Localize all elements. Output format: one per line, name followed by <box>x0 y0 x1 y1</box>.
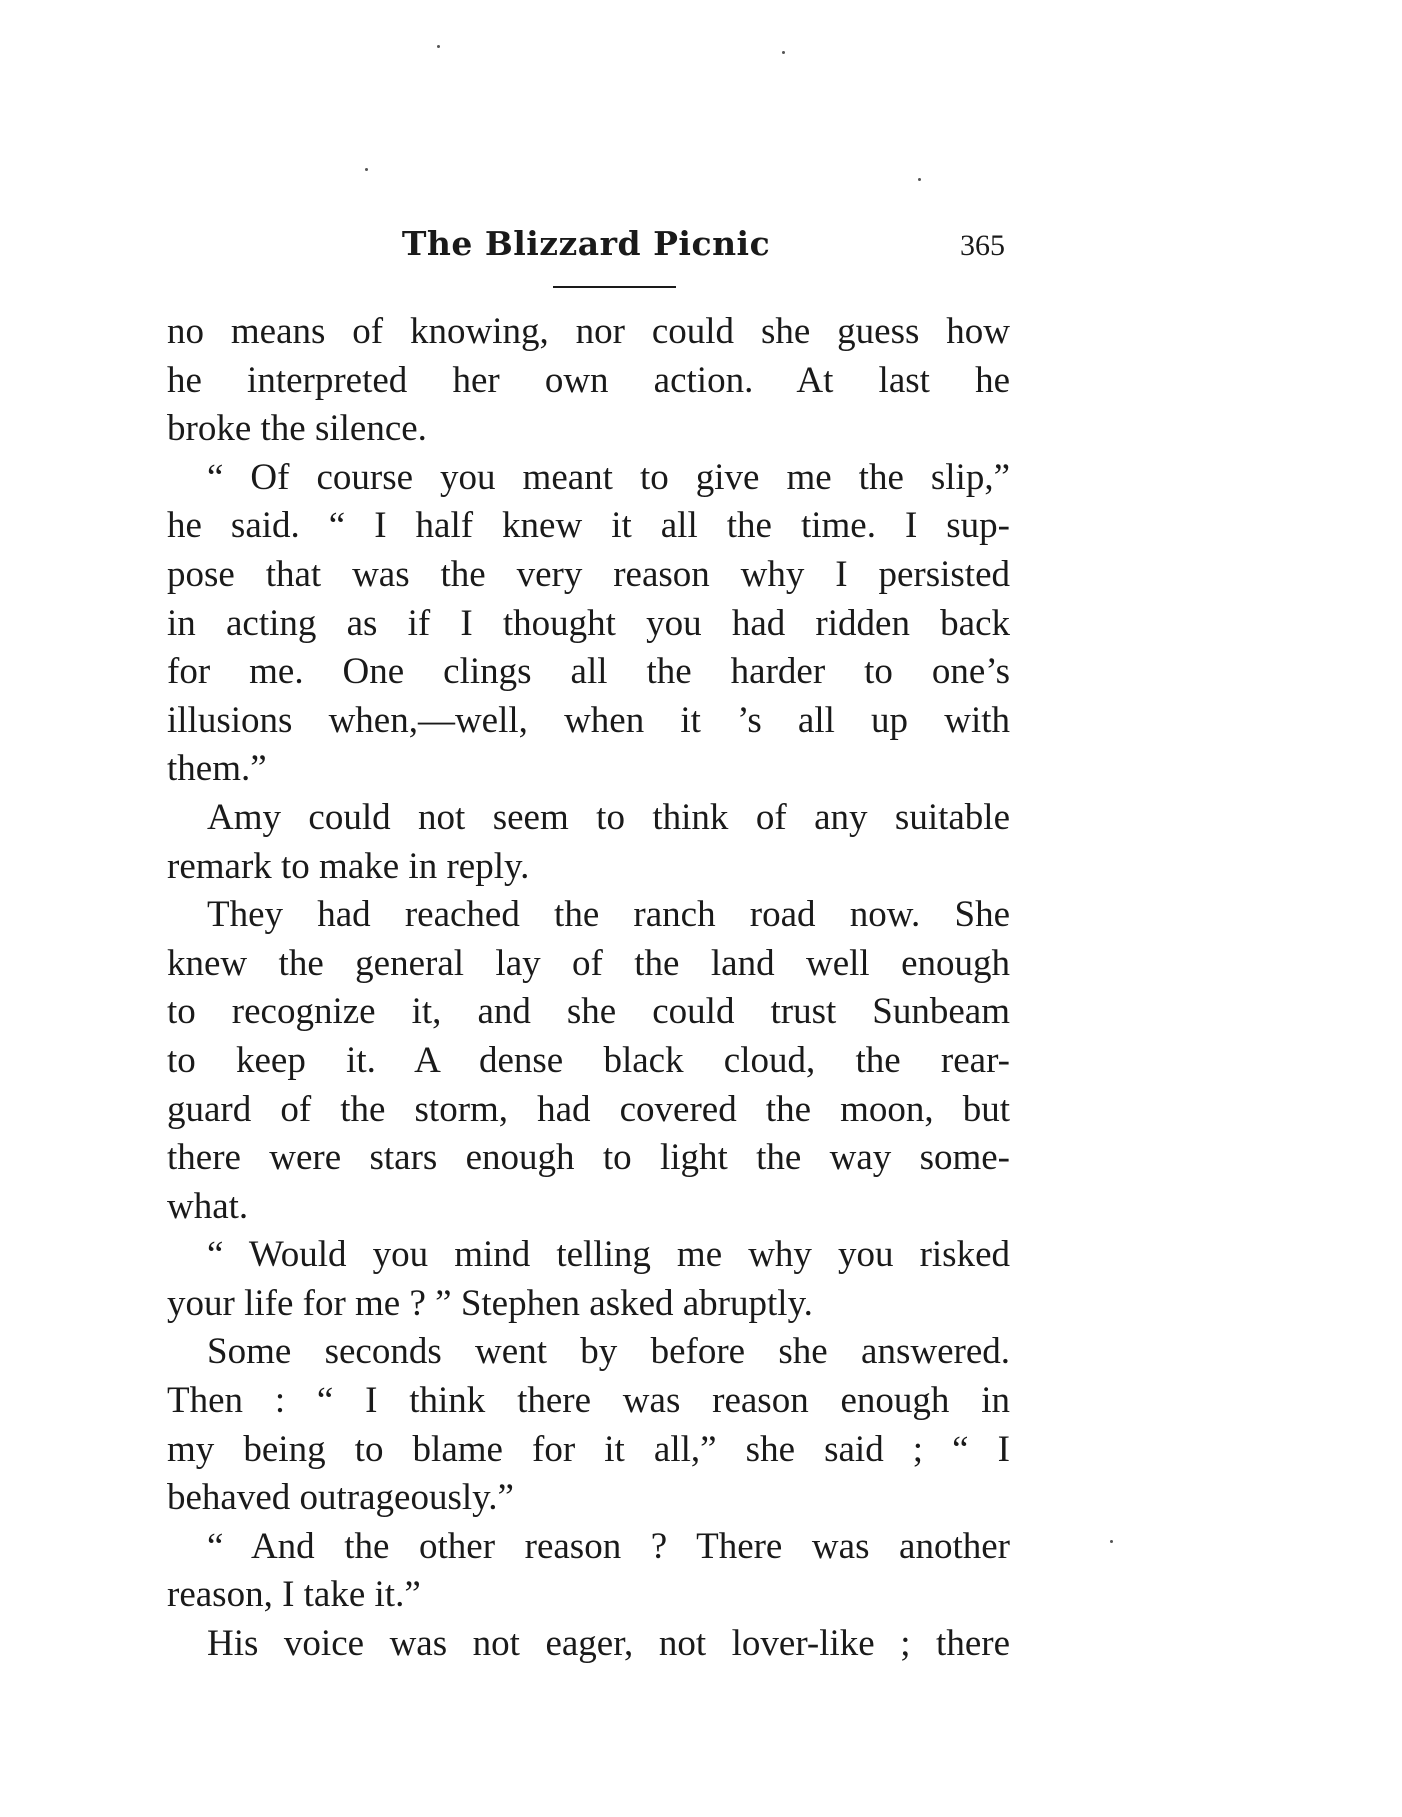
page-number: 365 <box>960 229 1005 262</box>
text-line: them.” <box>167 748 267 790</box>
text-line: knew the general lay of the land well enough <box>167 942 1010 984</box>
text-line: he interpreted her own action. At last he <box>167 359 1010 401</box>
text-line: Amy could not seem to think of any suitable <box>207 796 1010 838</box>
header-rule <box>553 286 676 288</box>
text-line: there were stars enough to light the way some- <box>167 1137 1010 1179</box>
text-line: “ Would you mind telling me why you risked <box>207 1234 1010 1276</box>
text-line: to keep it. A dense black cloud, the rear- <box>167 1039 1010 1081</box>
text-line: They had reached the ranch road now. She <box>207 894 1010 936</box>
text-line: he said. “ I half knew it all the time. I sup- <box>167 505 1010 547</box>
text-line: broke the silence. <box>167 408 427 450</box>
text-line: illusions when,—well, when it ’s all up with <box>167 699 1010 741</box>
text-line: “ Of course you meant to give me the slip,” <box>207 456 1010 498</box>
running-head-title: The Blizzard Picnic <box>401 224 771 263</box>
body-text <box>167 308 1010 1669</box>
text-line: Then : “ I think there was reason enough in <box>167 1380 1010 1422</box>
text-line: “ And the other reason ? There was another <box>207 1525 1010 1567</box>
text-line: pose that was the very reason why I persisted <box>167 553 1010 595</box>
scan-speck <box>918 178 921 181</box>
text-line: for me. One clings all the harder to one’s <box>167 651 1010 693</box>
scan-speck <box>782 51 785 54</box>
text-line: no means of knowing, nor could she guess how <box>167 311 1010 352</box>
text-line: behaved outrageously.” <box>167 1477 514 1519</box>
text-line: remark to make in reply. <box>167 845 530 887</box>
text-line: in acting as if I thought you had ridden back <box>167 602 1010 644</box>
text-line: my being to blame for it all,” she said ; “ I <box>167 1428 1010 1470</box>
text-line: to recognize it, and she could trust Sunbeam <box>167 991 1010 1033</box>
text-line: Some seconds went by before she answered. <box>207 1331 1010 1373</box>
text-line: reason, I take it.” <box>167 1574 421 1616</box>
text-line: guard of the storm, had covered the moon, but <box>167 1088 1010 1130</box>
scan-speck <box>365 168 368 171</box>
text-line: what. <box>167 1185 249 1227</box>
text-line: your life for me ? ” Stephen asked abruptly. <box>167 1282 813 1324</box>
scan-speck <box>1110 1540 1113 1543</box>
text-line: His voice was not eager, not lover-like ; there <box>207 1623 1010 1665</box>
scan-speck <box>437 45 440 48</box>
